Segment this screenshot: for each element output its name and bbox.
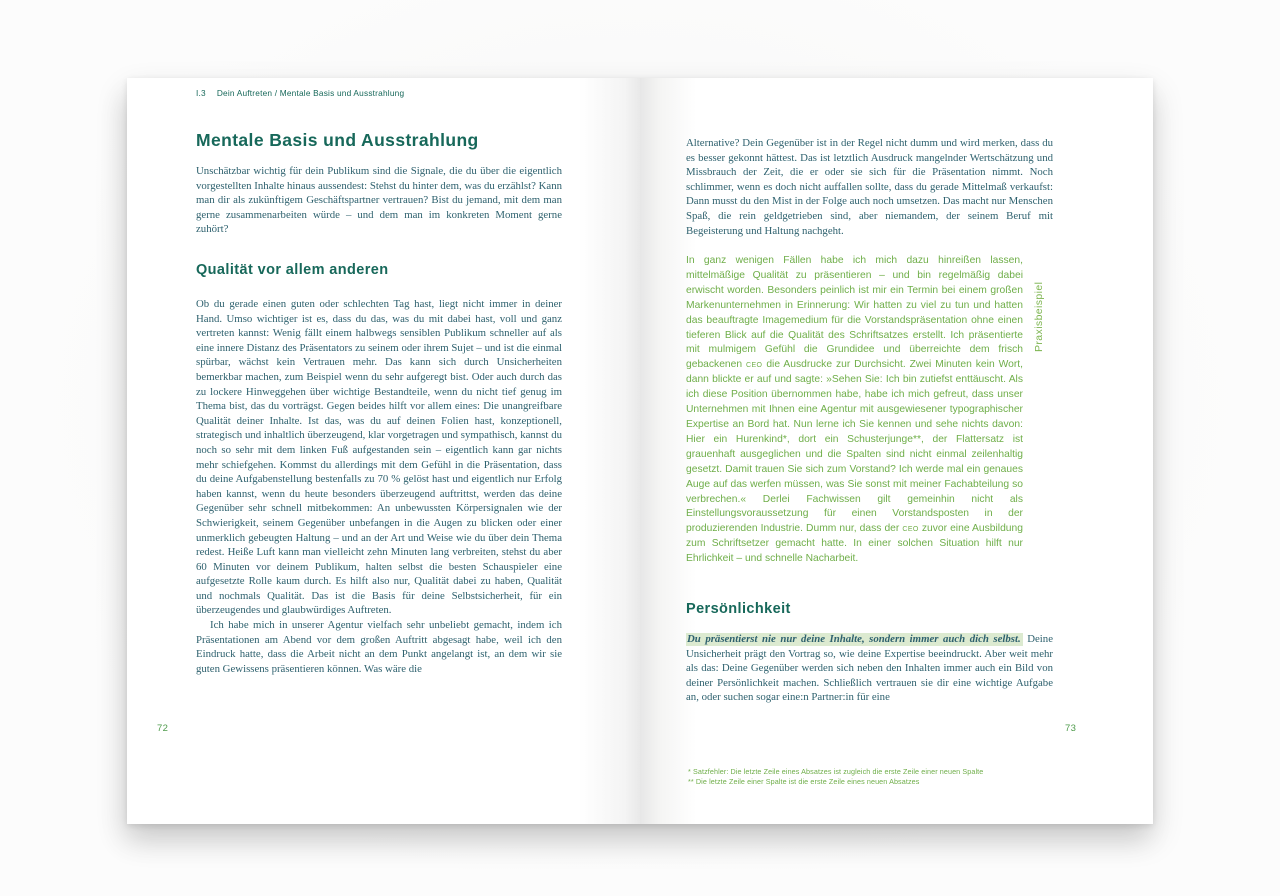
ceo-smallcaps: ceo bbox=[902, 523, 919, 535]
footnotes bbox=[688, 767, 983, 788]
section-heading-personality: Persönlichkeit bbox=[686, 601, 791, 617]
praxis-text: die Ausdrucke zur Durchsicht. Zwei Minuten kein Wort, dann blickte er auf und sagte: »Sehen Sie: Ich bin zutiefst enttäuscht. Als ich diese Position übernommen habe, habe ich mich gefreut, dass unser Unternehmen mit Ihnen eine Agentur mit ausgewiesener typographischer Expertise an Bord hat. Nun lerne ich Sie kennen und sehe nichts davon: Hier ein Hurenkind*, dort ein Schusterjunge**, der Flattersatz ist grauenhaft ausgeglichen und die Spalten sind nicht einmal zeilenhaltig gesetzt. Damit trauen Sie sich zum Vorstand? Ich werde mal ein genaues Auge auf das werfen müssen, was Sie sonst mit meiner Fachabteilung so verbrechen.« Derlei Fachwissen gilt gemeinhin nicht als Einstellungsvoraussetzung für einen Vorstandsposten in der produzierenden Industrie. Dumm nur, dass der bbox=[686, 359, 1023, 535]
footnote: ** Die letzte Zeile einer Spalte ist die erste Zeile eines neuen Absatzes bbox=[688, 777, 920, 787]
page-number-left: 72 bbox=[157, 723, 169, 734]
ceo-smallcaps: ceo bbox=[746, 359, 763, 371]
praxis-example-block bbox=[686, 254, 1023, 567]
praxis-vertical-label: Praxisbeispiel bbox=[1033, 281, 1045, 352]
intro-paragraph: Unschätzbar wichtig für dein Publikum sind die Signale, die du über die eigentlich vorgestellten Inhalte hinaus aussendest: Stehst du hinter dem, was du erzählst? Kann man dir als zukünftigem Geschäftspartner vertrauen? Bist du jemand, mit dem man gerne zusammenarbeiten würde – und dem man im konkreten Moment gerne zuhört? bbox=[196, 165, 562, 236]
running-header bbox=[196, 88, 404, 98]
praxis-text: zuvor eine Ausbildung zum Schriftsetzer gemacht hatte. In einer solchen Situation hilft nur Ehrlichkeit – und schnelle Nacharbeit. bbox=[686, 523, 1023, 565]
paragraph-continuation: Alternative? Dein Gegenüber ist in der Regel nicht dumm und wird merken, dass du es besser gekonnt hättest. Das ist letztlich Ausdruck mangelnder Wertschätzung und Missbrauch der Zeit, die er oder sie sich für die Präsentation nimmt. Noch schlimmer, wenn es doch nicht auffallen sollte, dass du gerade Mittelmaß verkaufst: Dann musst du den Mist in der Folge auch noch umsetzen. Das macht nur Menschen Spaß, die rein geldgetrieben sind, aber niemandem, der seinem Beruf mit Begeisterung und Haltung nachgeht. bbox=[686, 137, 1053, 237]
personality-paragraph bbox=[686, 632, 1053, 705]
highlighted-sentence: Du präsentierst nie nur deine Inhalte, sondern immer auch dich selbst. bbox=[687, 633, 1021, 645]
chapter-number: I.3 bbox=[196, 88, 206, 98]
book-spread bbox=[127, 78, 1153, 824]
body-paragraph: Ich habe mich in unserer Agentur vielfach sehr unbeliebt gemacht, indem ich Präsentationen am Abend vor dem großen Auftritt abgesagt habe, weil ich den Eindruck hatte, dass die Arbeit nicht an dem Punkt angelangt ist, an dem wir sie guten Gewissens präsentieren können. Was wäre die bbox=[196, 619, 562, 675]
praxis-text: In ganz wenigen Fällen habe ich mich dazu hinreißen lassen, mittelmäßige Qualität zu präsentieren – und bin regelmäßig dabei erwischt worden. Besonders peinlich ist mir ein Termin bei einem großen Markenunternehmen in Erinnerung: Wir hatten zu viel zu tun und hatten das beauftragte Imagemedium für die Vorstandspräsentation ohne einen tieferen Blick auf die Qualität des Schriftsatzes erstellt. Ich präsentierte mit mulmigem Gefühl die Grundidee und überreichte dem frisch gebackenen bbox=[686, 255, 1023, 371]
footnote: * Satzfehler: Die letzte Zeile eines Absatzes ist zugleich die erste Zeile einer neuen Spalte bbox=[688, 767, 984, 776]
left-page bbox=[127, 78, 640, 824]
body-text-left bbox=[196, 297, 562, 676]
running-title: Dein Auftreten / Mentale Basis und Ausstrahlung bbox=[216, 88, 405, 98]
page-title: Mentale Basis und Ausstrahlung bbox=[196, 130, 479, 150]
page-number-right: 73 bbox=[1065, 723, 1077, 734]
right-page bbox=[640, 78, 1153, 824]
personality-text: Deine Unsicherheit prägt den Vortrag so, wie deine Expertise beeindruckt. Aber weit mehr als das: Deine Gegenüber werden sich neben den Inhalten immer auch ein Bild von deiner Persönlichkeit machen. Schließlich vertrauen sie dir eine wichtige Aufgabe an, oder suchen sogar eine:n Partner:in für eine bbox=[686, 633, 1053, 704]
section-heading-quality: Qualität vor allem anderen bbox=[196, 262, 389, 278]
body-paragraph: Ob du gerade einen guten oder schlechten Tag hast, liegt nicht immer in deiner Hand. Umso wichtiger ist es, dass du das, was du mit dabei hast, voll und ganz vertreten kannst: Wenig fällt einem halbwegs sensiblen Publikum schneller auf als eine innere Distanz des Präsentators zu seinem oder ihrem Sujet – und ist die einmal spürbar, wächst kein Vertrauen mehr. Das kann sich durch Unsicherheiten bemerkbar machen, zum Beispiel wenn du sehr aufgeregt bist. Oder auch durch das zu lockere Hinweggehen über wichtige Bestandteile, wenn du nicht tief genug im Thema bist, das du vorträgst. Gegen beides hilft vor allem eines: Die unangreifbare Qualität deiner Inhalte. Ist das, was du auf deinen Folien hast, konzeptionell, strategisch und inhaltlich überzeugend, klar vorgetragen und sympathisch, kannst du noch so sehr mit dem linken Fuß aufgestanden sein – eigentlich kann gar nichts mehr schiefgehen. Kommst du allerdings mit dem Gefühl in die Präsentation, dass du deine Aufgabenstellung bestenfalls zu 70 % gelöst hast und eigentlich nur Erfolg haben kannst, wenn du heute besonders überzeugend auftrittst, werden das deine Gegenüber sehr schnell mitbekommen: An unbewussten Körpersignalen wie der Schwierigkeit, seinem Gegenüber unbefangen in die Augen zu blicken oder einer unmerklich gebeugten Haltung – und an der Art und Weise wie du über dein Thema redest. Heiße Luft kann man vielleicht zehn Minuten lang verbreiten, stehst du aber 60 Minuten vor deinem Publikum, halten selbst die besten Schauspieler eine aufgesetzte Rolle kaum durch. Es hilft also nur, Qualität dabei zu haben, Qualität und nochmals Qualität. Das ist die Basis für deine Selbstsicherheit, für ein überzeugendes und glaubwürdiges Auftreten. bbox=[196, 298, 562, 617]
